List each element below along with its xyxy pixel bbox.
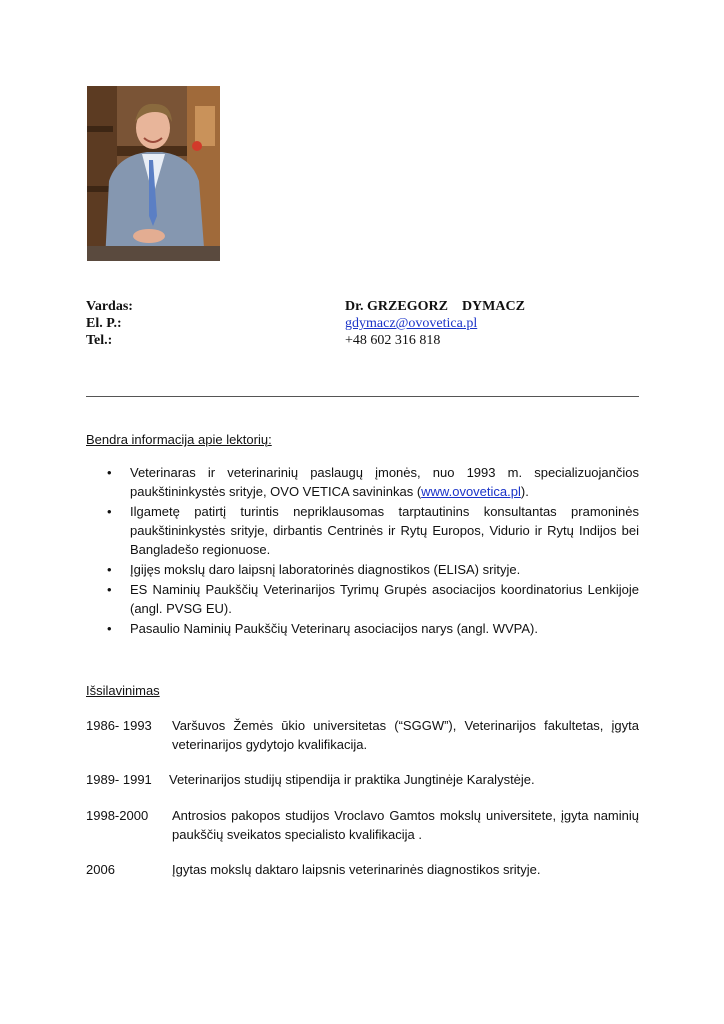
education-entry [86, 770, 639, 789]
education-entry [86, 806, 639, 844]
bio-item-text: Įgijęs mokslų daro laipsnį laboratorinės diagnostikos (ELISA) srityje. [130, 562, 521, 577]
education-years: 2006 [86, 862, 115, 877]
email-label: El. P.: [86, 316, 122, 331]
education-entry [86, 860, 639, 879]
bio-item-text: Ilgametę patirtį turintis nepriklausomas tarptautinins konsultantas pramoninės paukštininkystės srityje, dirbantis Centrinės ir Rytų Europos, Vidurio ir Rytų Indijos bei Bangladešo regionuose. [130, 504, 639, 557]
bio-item-text: Veterinaras ir veterinarinių paslaugų įmonės, nuo 1993 m. specializuojančios paukštininkystės srityje, OVO VETICA savininkas ( [130, 465, 639, 499]
education-title: Išsilavinimas [86, 683, 160, 698]
education-years: 1998-2000 [86, 808, 149, 823]
education-text: Įgytas mokslų daktaro laipsnis veterinarinės diagnostikos srityje. [172, 862, 541, 877]
bio-item-text: Pasaulio Naminių Paukščių Veterinarų asociacijos narys (angl. WVPA). [130, 621, 538, 636]
bio-list [107, 463, 639, 639]
education-text: Varšuvos Žemės ūkio universitetas (“SGGW”), Veterinarijos fakultetas, įgyta veterinarijos gydytojo kvalifikacija. [172, 718, 639, 752]
list-item [107, 619, 639, 638]
name-value: Dr. GRZEGORZ DYMACZ [345, 299, 525, 314]
bio-title: Bendra informacija apie lektorių: [86, 432, 272, 447]
bio-item-text: ES Naminių Paukščių Veterinarijos Tyrimų Grupės asociacijos koordinatorius Lenkijoje (angl. PVSG EU). [130, 582, 639, 616]
phone-value: +48 602 316 818 [345, 333, 441, 348]
list-item [107, 463, 639, 501]
email-link[interactable]: gdymacz@ovovetica.pl [345, 316, 478, 331]
education-years: 1986- 1993 [86, 718, 152, 733]
bullet-icon: • [107, 465, 112, 480]
divider-line [86, 396, 639, 397]
education-text: Antrosios pakopos studijos Vroclavo Gamtos mokslų universitete, įgyta naminių paukščių sveikatos specialisto kvalifikacija . [172, 808, 639, 842]
list-item [107, 502, 639, 559]
education-text: Veterinarijos studijų stipendija ir praktika Jungtinėje Karalystėje. [169, 772, 535, 787]
education-years: 1989- 1991 [86, 772, 152, 787]
bio-item-text-end: ). [520, 484, 529, 499]
list-item [107, 560, 639, 579]
bullet-icon: • [107, 582, 112, 597]
list-item [107, 580, 639, 618]
phone-label: Tel.: [86, 333, 113, 348]
bullet-icon: • [107, 504, 112, 519]
name-label: Vardas: [86, 299, 133, 314]
bullet-icon: • [107, 562, 112, 577]
portrait-photo [87, 86, 220, 261]
education-entry [86, 716, 639, 754]
website-link[interactable]: www.ovovetica.pl [421, 484, 521, 499]
bullet-icon: • [107, 621, 112, 636]
